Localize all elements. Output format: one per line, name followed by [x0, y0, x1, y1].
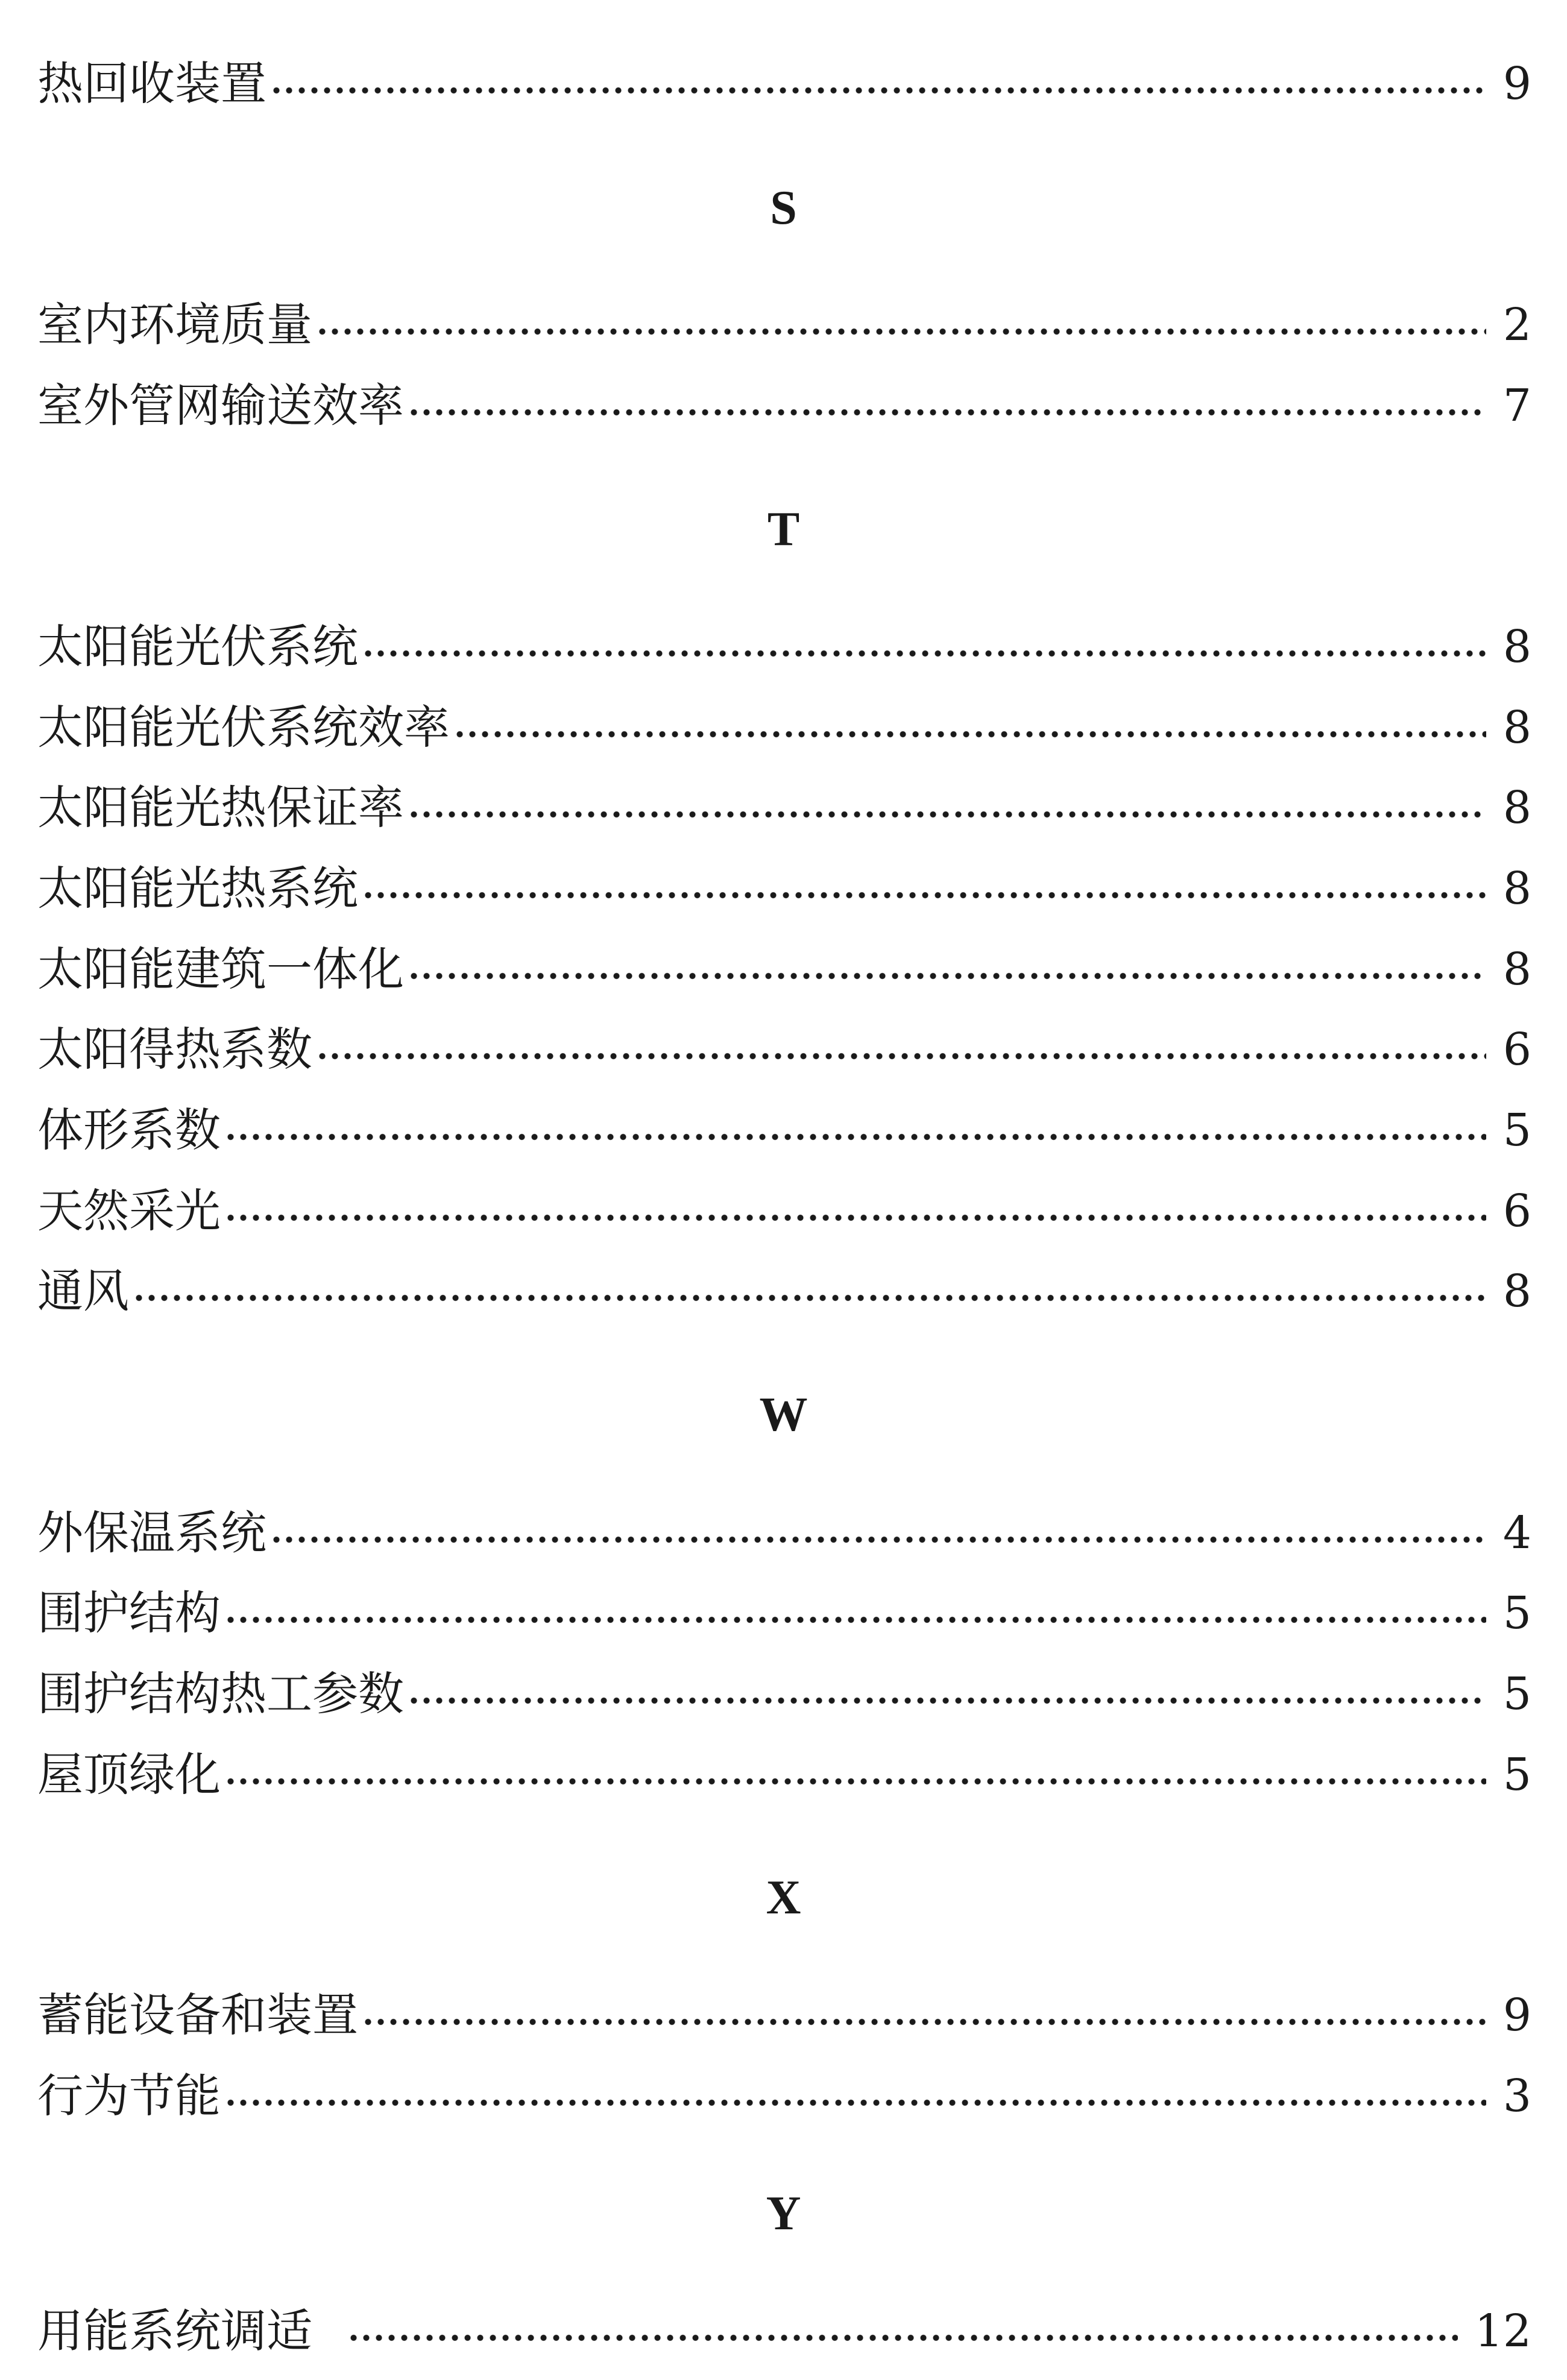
index-page-number: 8 [1502, 621, 1531, 673]
dot-leader [224, 2098, 1486, 2107]
index-term: 通风 [37, 1264, 129, 1318]
index-entry [37, 1982, 1531, 2048]
index-page-number: 3 [1502, 2070, 1531, 2122]
index-term: 室外管网输送效率 [37, 379, 404, 432]
dot-leader [270, 86, 1486, 95]
index-entry [37, 1097, 1531, 1163]
section-letter-x: X [766, 1871, 801, 1924]
index-term: 太阳能光热保证率 [37, 781, 404, 834]
index-entry [37, 855, 1531, 922]
dot-leader [408, 408, 1486, 417]
index-page-number: 5 [1502, 1749, 1531, 1801]
index-page-number: 2 [1502, 299, 1531, 351]
index-entry [37, 1178, 1531, 1244]
index-entry [37, 292, 1531, 358]
index-entry [37, 1661, 1531, 1727]
dot-leader [347, 2334, 1458, 2342]
index-page-number: 8 [1502, 782, 1531, 834]
section-letter-t: T [767, 503, 800, 556]
index-term: 太阳能建筑一体化 [37, 942, 404, 996]
index-entry [37, 1500, 1531, 1566]
index-entry [37, 694, 1531, 761]
index-term: 体形系数 [37, 1103, 221, 1157]
index-page-number: 5 [1502, 1587, 1531, 1639]
dot-leader [453, 730, 1486, 738]
dot-leader [408, 810, 1486, 819]
index-term: 外保温系统 [37, 1506, 266, 1560]
index-term: 行为节能 [37, 2069, 221, 2123]
index-page-number: 5 [1502, 1104, 1531, 1156]
section-letter-s: S [770, 181, 797, 235]
index-term: 太阳能光热系统 [37, 861, 358, 915]
index-term: 太阳得热系数 [37, 1022, 312, 1076]
dot-leader [270, 1535, 1486, 1544]
dot-leader [408, 1696, 1486, 1705]
index-term: 围护结构热工参数 [37, 1667, 404, 1720]
dot-leader [224, 1133, 1486, 1141]
dot-leader [224, 1616, 1486, 1624]
index-page-number: 8 [1502, 863, 1531, 915]
section-letter-y: Y [766, 2187, 801, 2240]
index-term: 热回收装置 [37, 57, 266, 110]
index-entry [37, 936, 1531, 1003]
dot-leader [362, 2018, 1486, 2026]
index-entry [37, 1016, 1531, 1083]
dot-leader [408, 972, 1486, 980]
index-page-number: 4 [1502, 1507, 1531, 1559]
index-entry [37, 1258, 1531, 1324]
dot-leader [316, 327, 1486, 336]
dot-leader [362, 891, 1486, 899]
index-page-number: 6 [1502, 1185, 1531, 1237]
index-page-number: 8 [1502, 702, 1531, 754]
index-term: 屋顶绿化 [37, 1748, 221, 1801]
dot-leader [316, 1052, 1486, 1060]
index-entry [37, 51, 1531, 117]
index-entry [37, 2298, 1531, 2364]
index-entry [37, 1580, 1531, 1646]
index-term: 蓄能设备和装置 [37, 1988, 358, 2042]
dot-leader [224, 1777, 1486, 1786]
index-page-number: 6 [1502, 1024, 1531, 1075]
index-entry [37, 1742, 1531, 1808]
index-term: 天然采光 [37, 1184, 221, 1238]
index-term: 围护结构 [37, 1586, 221, 1640]
index-term: 太阳能光伏系统 [37, 620, 358, 673]
index-page-number: 8 [1502, 1265, 1531, 1317]
dot-leader [224, 1214, 1486, 1222]
index-entry [37, 775, 1531, 841]
index-page-number: 7 [1502, 380, 1531, 432]
index-entry [37, 2063, 1531, 2129]
section-letter-w: W [759, 1388, 808, 1441]
dot-leader [362, 649, 1486, 658]
index-entry [37, 373, 1531, 439]
index-term: 室内环境质量 [37, 298, 312, 351]
index-page-number: 12 [1474, 2305, 1531, 2357]
index-term: 用能系统调适 [37, 2304, 312, 2358]
index-page-number: 5 [1502, 1668, 1531, 1720]
index-page-number: 9 [1502, 58, 1531, 110]
index-page-number: 8 [1502, 943, 1531, 995]
dot-leader [133, 1294, 1486, 1302]
index-page-number: 9 [1502, 1989, 1531, 2041]
index-term: 太阳能光伏系统效率 [37, 700, 450, 754]
index-entry [37, 614, 1531, 680]
